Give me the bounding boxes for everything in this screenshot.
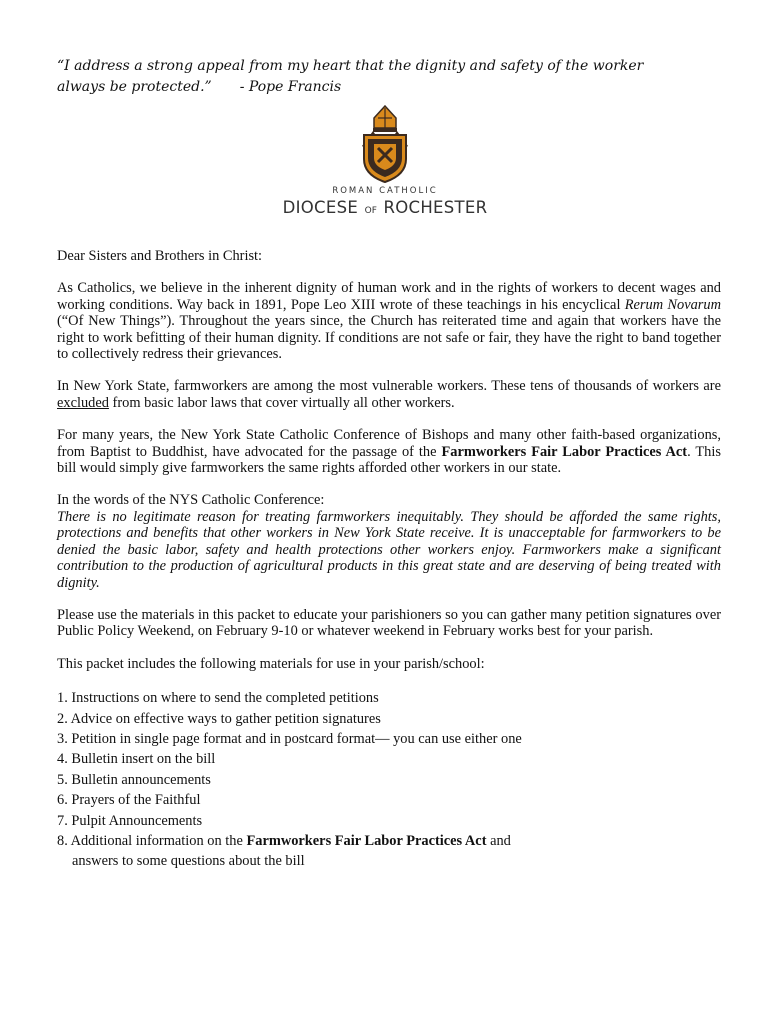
paragraph-conference-intro: In the words of the NYS Catholic Conference: (57, 492, 325, 509)
p3-text-a: For many years, the New York State Catholic Conference of Bishops and many other faith-based organizations, from Baptist to Buddhist, have advocated for the passage of the (57, 427, 721, 460)
letter-body (57, 248, 721, 872)
p2-text-a: In New York State, farmworkers are among the most vulnerable workers. These tens of thousands of workers are (57, 378, 721, 395)
pope-quote (57, 56, 727, 98)
p2-text-b: from basic labor laws that cover virtually all other workers. (108, 394, 455, 411)
materials-list (57, 688, 721, 872)
list-item: 2. Advice on effective ways to gather petition signatures (57, 710, 381, 727)
quote-line-1: “I address a strong appeal from my heart that the dignity and safety of the worker (57, 58, 644, 74)
diocese-crest-icon (356, 104, 414, 184)
logo-word-of: OF (364, 206, 377, 216)
logo-word-rochester: ROCHESTER (383, 198, 488, 217)
paragraph-dignity (57, 280, 721, 362)
list-item: 1. Instructions on where to send the completed petitions (57, 690, 379, 707)
diocese-logo (270, 104, 500, 224)
p2-excluded: excluded (57, 394, 109, 411)
p3-bill-name: Farmworkers Fair Labor Practices Act (441, 443, 688, 460)
paragraph-packet: This packet includes the following materials for use in your parish/school: (57, 655, 485, 672)
salutation: Dear Sisters and Brothers in Christ: (57, 248, 263, 264)
p3-text-b: . This bill would simply give farmworkers the same rights afforded other workers in our state. (57, 443, 721, 477)
list-item: 6. Prayers of the Faithful (57, 792, 201, 809)
list-item: 5. Bulletin announcements (57, 771, 211, 788)
paragraph-petitions: Please use the materials in this packet to educate your parishioners so you can gather many petition signatures over Public Policy Weekend, on February 9-10 or whatever weekend in February works best for your parish. (57, 606, 721, 640)
logo-word-diocese: DIOCESE (282, 198, 359, 217)
p1-encyclical-title: Rerum Novarum (624, 296, 721, 313)
quote-attribution: - Pope Francis (239, 79, 342, 95)
conference-quote: There is no legitimate reason for treating farmworkers inequitably. They should be afforded the same rights, protections and benefits that other workers in New York State receive. It is unacceptable for farmworkers to be denied the basic labor, safety and health protections other workers enjoy. Farmworkers make a significant contribution to the production of agricultural products in this great state and are deserving of being treated with dignity. (57, 508, 721, 591)
logo-roman-catholic: ROMAN CATHOLIC (332, 186, 438, 196)
item8-bill-name: Farmworkers Fair Labor Practices Act (246, 832, 487, 849)
paragraph-advocacy (57, 427, 721, 476)
p1-text-b: (“Of New Things”). Throughout the years since, the Church has reiterated time and again that workers have the right to work befitting of their human dignity. If conditions are not safe or fair, they have the right to band together to collectively redress their grievances. (57, 313, 721, 363)
item8-text-b: and (486, 832, 511, 849)
p1-text-a: As Catholics, we believe in the inherent dignity of human work and in the rights of workers to decent wages and working conditions. Way back in 1891, Pope Leo XIII wrote of these teachings in his encyclical (57, 280, 721, 313)
item8-text-a: 8. Additional information on the (57, 832, 247, 849)
list-item-continuation: answers to some questions about the bill (72, 853, 305, 870)
quote-line-2 (57, 77, 727, 98)
quote-text-end: always be protected.” (57, 79, 212, 95)
list-item: 7. Pulpit Announcements (57, 812, 203, 829)
paragraph-conference-quote (57, 509, 721, 591)
list-item: 3. Petition in single page format and in postcard format— you can use either one (57, 730, 522, 747)
paragraph-farmworkers (57, 378, 721, 411)
list-item: 4. Bulletin insert on the bill (57, 751, 216, 768)
list-item (57, 831, 721, 851)
logo-diocese-name (270, 198, 500, 217)
